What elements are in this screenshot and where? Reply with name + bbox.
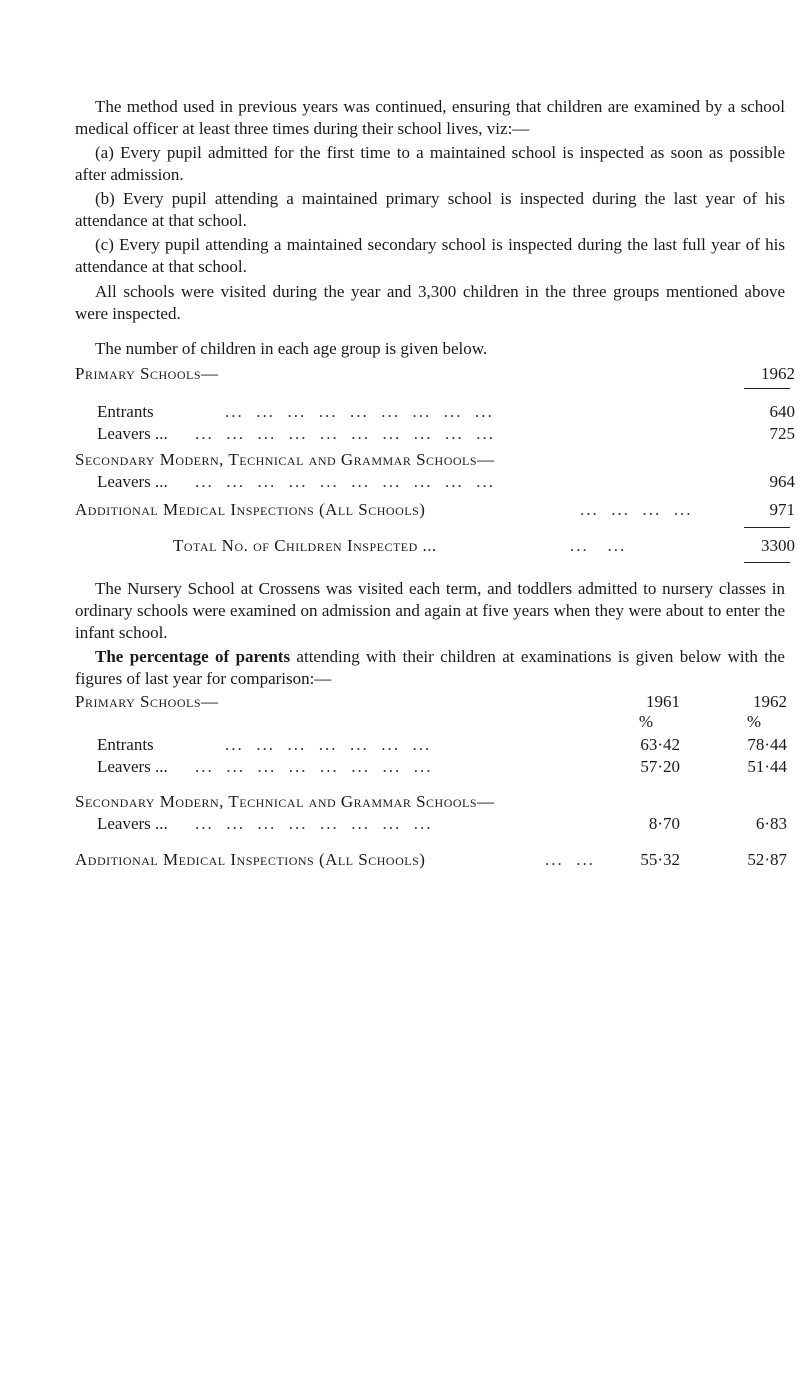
parents-sec-leavers-1961: 8·70 (648, 814, 680, 833)
parents-entrants-1961: 63·42 (640, 735, 680, 754)
age-secondary-heading: Secondary Modern, Technical and Grammar Schools— (75, 450, 495, 469)
percent-sign-1962: % (746, 712, 762, 731)
dot-leader: ... ... ... ... ... ... ... ... (195, 757, 433, 776)
age-year-heading: 1962 (761, 364, 795, 383)
schools-visited-paragraph: All schools were visited during the year and 3,300 children in the three groups mentioned above were inspected. (75, 282, 785, 323)
parents-year-1961: 1961 (646, 692, 680, 711)
age-primary-heading: Primary Schools— (75, 364, 219, 383)
parents-additional-row (75, 848, 795, 872)
age-additional-label: Additional Medical Inspections (All Schools) (75, 500, 426, 519)
parents-leavers-label: Leavers ... (97, 757, 168, 776)
age-entrants-label: Entrants (97, 402, 154, 421)
item-b: (b) Every pupil attending a maintained primary school is inspected during the last year of his attendance at that school. (75, 189, 785, 230)
age-total-label: Total No. of Children Inspected ... (173, 536, 437, 555)
parents-leavers-1961: 57·20 (640, 757, 680, 776)
item-a: (a) Every pupil admitted for the first time to a maintained school is inspected as soon as possible after admission. (75, 143, 785, 184)
intro-paragraph: The method used in previous years was continued, ensuring that children are examined by a school medical officer at least three times during their school lives, viz:— (75, 97, 785, 138)
age-entrants-value: 640 (769, 402, 795, 421)
parents-additional-1962: 52·87 (747, 850, 787, 869)
parents-secondary-heading: Secondary Modern, Technical and Grammar Schools— (75, 792, 495, 811)
dot-leader: ... ... (545, 850, 595, 869)
percent-sign-1961: % (638, 712, 654, 731)
parents-sec-leavers-row (75, 812, 795, 836)
parents-additional-1961: 55·32 (640, 850, 680, 869)
age-total-value: 3300 (761, 536, 795, 555)
age-leavers-value: 725 (769, 424, 795, 443)
dot-leader: ... ... (570, 536, 627, 555)
parents-entrants-1962: 78·44 (747, 735, 787, 754)
parents-entrants-label: Entrants (97, 735, 154, 754)
dot-leader: ... ... ... ... ... ... ... ... (195, 814, 433, 833)
item-c: (c) Every pupil attending a maintained secondary school is inspected during the last full year of his attendance at that school. (75, 235, 785, 276)
age-leavers-label: Leavers ... (97, 424, 168, 443)
parents-text: attending with their children at examinations is given below with the figures of last year for comparison:— (75, 647, 785, 688)
parents-additional-label: Additional Medical Inspections (All Schools) (75, 850, 426, 869)
parents-year-1962: 1962 (753, 692, 787, 711)
age-sec-leavers-label: Leavers ... (97, 472, 168, 491)
parents-bold-lead: The percentage of parents (95, 647, 291, 666)
dot-leader: ... ... ... ... (580, 500, 693, 519)
parents-leavers-1962: 51·44 (747, 757, 787, 776)
dot-leader: ... ... ... ... ... ... ... ... ... (225, 402, 494, 421)
age-sec-leavers-value: 964 (769, 472, 795, 491)
parents-sec-leavers-1962: 6·83 (755, 814, 787, 833)
dot-leader: ... ... ... ... ... ... ... (225, 735, 432, 754)
parents-primary-heading: Primary Schools— (75, 692, 219, 711)
parents-sec-leavers-label: Leavers ... (97, 814, 168, 833)
parents-secondary-heading-row (75, 790, 795, 814)
nursery-paragraph: The Nursery School at Crossens was visited each term, and toddlers admitted to nursery classes in ordinary schools were examined on admission and again at five years when they were about to enter the infant school. (75, 579, 785, 642)
age-group-intro: The number of children in each age group is given below. (95, 339, 488, 358)
dot-leader: ... ... ... ... ... ... ... ... ... ... (195, 424, 495, 443)
age-additional-value: 971 (769, 500, 795, 519)
dot-leader: ... ... ... ... ... ... ... ... ... ... (195, 472, 495, 491)
